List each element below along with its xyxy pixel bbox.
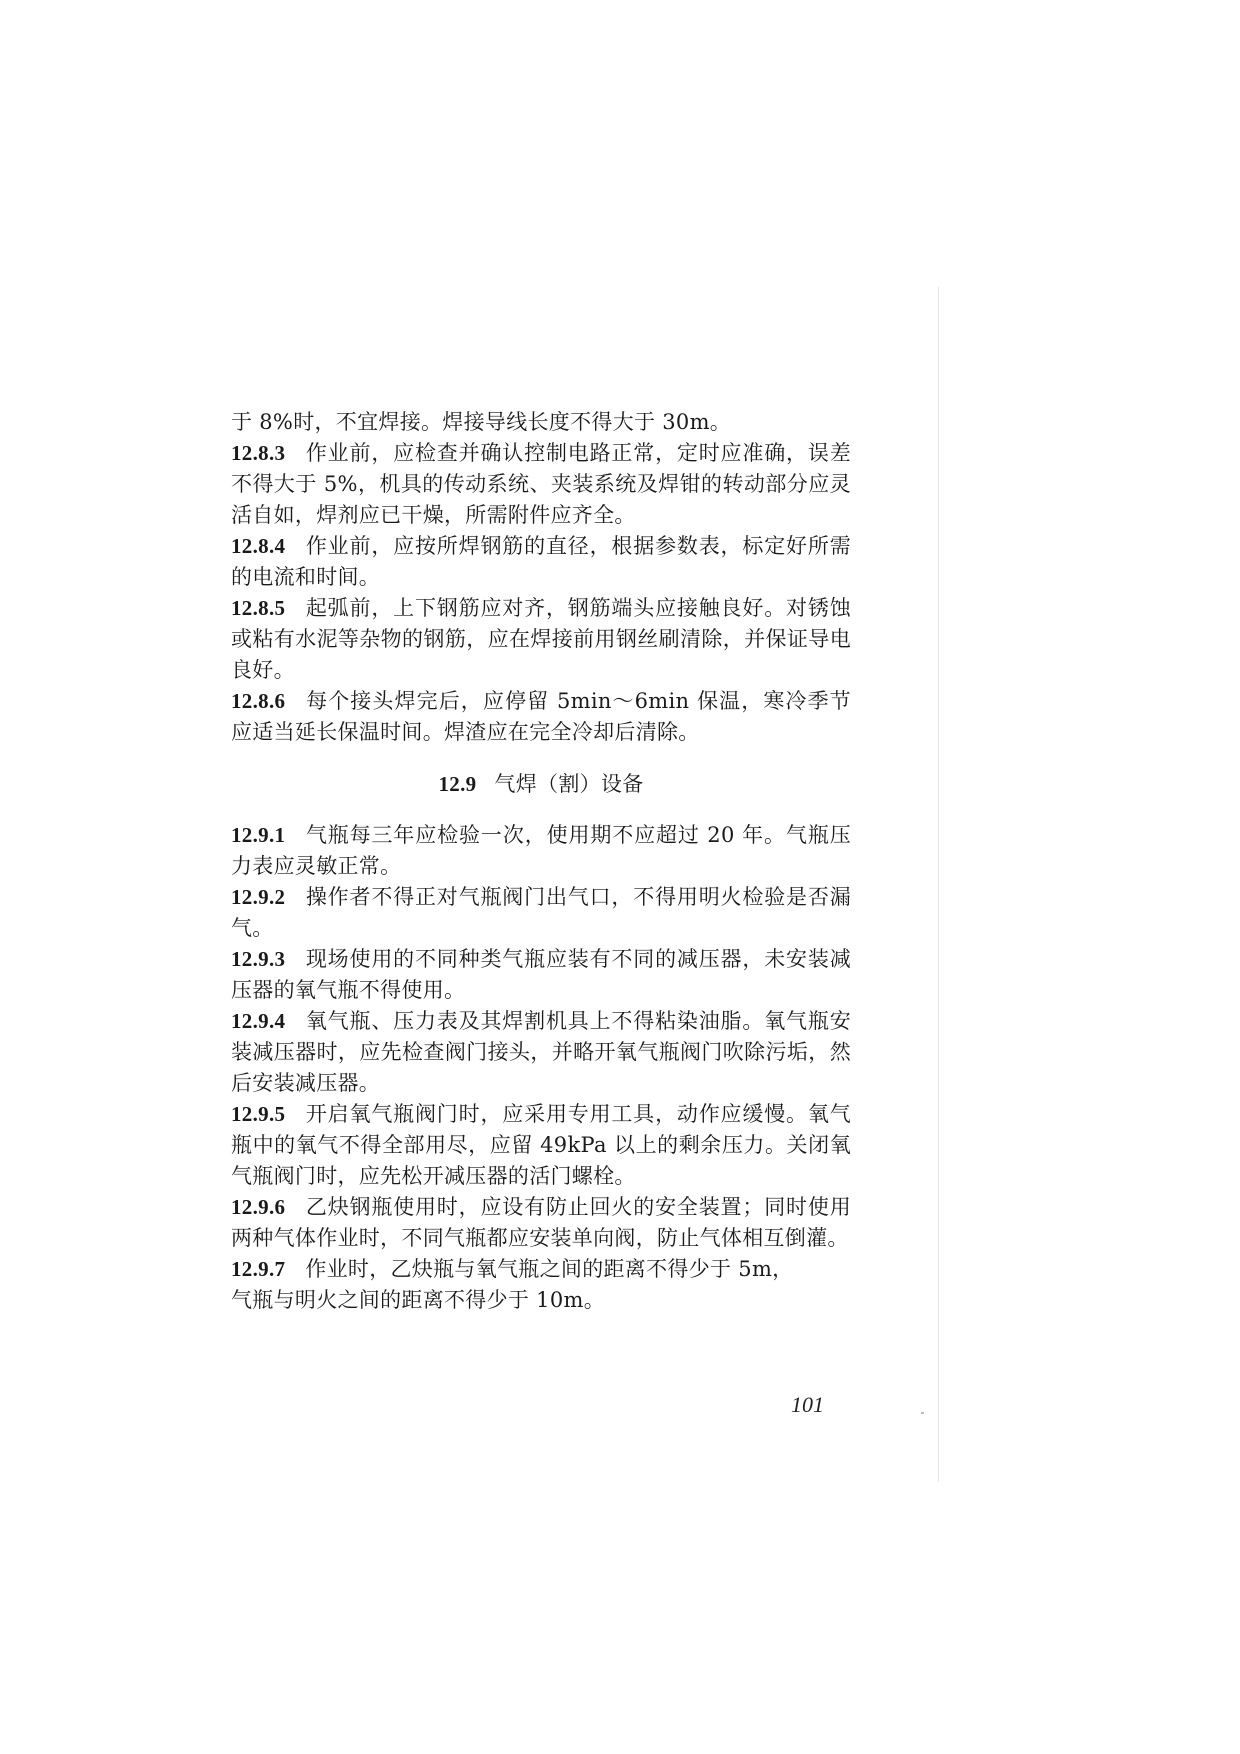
page-edge-line — [938, 287, 939, 1482]
clause-text: 气瓶每三年应检验一次，使用期不应超过 20 年。气瓶压力表应灵敏正常。 — [231, 823, 851, 878]
clause-12-8-6 — [231, 686, 851, 748]
clause-text: 现场使用的不同种类气瓶应装有不同的减压器，未安装减压器的氧气瓶不得使用。 — [231, 947, 851, 1002]
clause-number: 12.8.3 — [231, 441, 286, 465]
clause-text: 氧气瓶、压力表及其焊割机具上不得粘染油脂。氧气瓶安装减压器时，应先检查阀门接头，并略开氧气瓶阀门吹除污垢，然后安装减压器。 — [231, 1009, 851, 1095]
clause-12-9-6 — [231, 1192, 851, 1254]
clause-text: 起弧前，上下钢筋应对齐，钢筋端头应接触良好。对锈蚀或粘有水泥等杂物的钢筋，应在焊接前用钢丝刷清除，并保证导电良好。 — [231, 596, 851, 682]
clause-12-9-1 — [231, 820, 851, 882]
clause-12-9-7 — [231, 1254, 851, 1316]
clause-number: 12.9.3 — [231, 947, 286, 971]
clause-number: 12.8.4 — [231, 534, 286, 558]
clause-12-9-3 — [231, 944, 851, 1006]
clause-text: 开启氧气瓶阀门时，应采用专用工具，动作应缓慢。氧气瓶中的氧气不得全部用尽，应留 49kPa 以上的剩余压力。关闭氧气瓶阀门时，应先松开减压器的活门螺栓。 — [231, 1102, 851, 1188]
clause-12-9-4 — [231, 1006, 851, 1099]
clause-12-9-5 — [231, 1099, 851, 1192]
clause-text-line2: 气瓶与明火之间的距离不得少于 10m。 — [231, 1288, 606, 1312]
page-body — [231, 407, 851, 1316]
clause-number: 12.8.5 — [231, 596, 286, 620]
continuation-paragraph: 于 8%时，不宜焊接。焊接导线长度不得大于 30m。 — [231, 410, 732, 434]
clause-text: 作业时，乙炔瓶与氧气瓶之间的距离不得少于 5m， — [305, 1257, 794, 1281]
clause-text: 操作者不得正对气瓶阀门出气口，不得用明火检验是否漏气。 — [231, 885, 851, 940]
scan-speck — [921, 1412, 924, 1414]
section-heading — [231, 769, 851, 800]
clause-12-8-5 — [231, 593, 851, 686]
clause-number: 12.9.5 — [231, 1102, 286, 1126]
section-number: 12.9 — [438, 772, 477, 796]
clause-number: 12.9.7 — [231, 1257, 286, 1281]
clause-text: 作业前，应按所焊钢筋的直径，根据参数表，标定好所需的电流和时间。 — [231, 534, 851, 589]
clause-12-8-4 — [231, 531, 851, 593]
clause-text: 每个接头焊完后，应停留 5min～6min 保温，寒冷季节应适当延长保温时间。焊渣应在完全冷却后清除。 — [231, 689, 851, 744]
section-title: 气焊（割）设备 — [494, 772, 644, 796]
clause-12-8-3 — [231, 438, 851, 531]
clause-number: 12.9.4 — [231, 1009, 286, 1033]
clause-number: 12.8.6 — [231, 689, 286, 713]
clause-number: 12.9.2 — [231, 885, 286, 909]
clause-text: 乙炔钢瓶使用时，应设有防止回火的安全装置；同时使用两种气体作业时，不同气瓶都应安装单向阀，防止气体相互倒灌。 — [231, 1195, 851, 1250]
clause-number: 12.9.6 — [231, 1195, 286, 1219]
clause-12-9-2 — [231, 882, 851, 944]
clause-number: 12.9.1 — [231, 823, 286, 847]
page-number: 101 — [791, 1392, 824, 1417]
clause-text: 作业前，应检查并确认控制电路正常，定时应准确，误差不得大于 5%，机具的传动系统、夹装系统及焊钳的转动部分应灵活自如，焊剂应已干燥，所需附件应齐全。 — [231, 441, 851, 527]
